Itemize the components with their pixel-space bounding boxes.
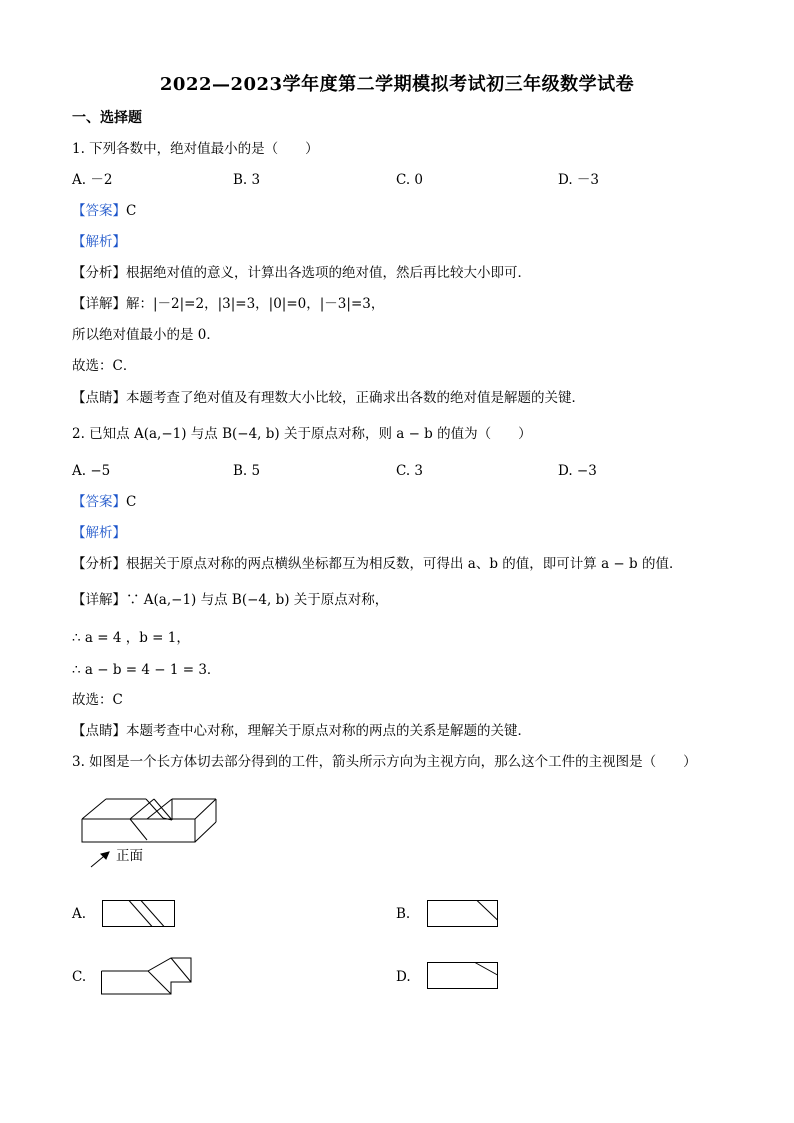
q3-option-c: C. [72,969,87,985]
q2-select: 故选：C [72,692,123,708]
q1-fenxi-tag: 【分析】 [72,265,126,281]
q1-conclusion: 所以绝对值最小的是 0． [72,327,220,343]
page-title: 2022—2023学年度第二学期模拟考试初三年级数学试卷 [159,74,635,95]
q2-answer-tag: 【答案】 [72,494,126,510]
q2-fenxi [72,554,682,574]
q3-option-b-diagram [427,900,499,927]
figure-label-front: 正面 [116,848,143,864]
q3-option-c-diagram [101,957,194,995]
q2-answer-value: C [126,494,137,510]
q2-xiangjie-text: ∵ A(a,−1) 与点 B(−4, b) 关于原点对称， [126,592,389,608]
workpiece-figure [78,795,208,875]
q1-jiexi [72,232,126,252]
q1-xiangjie-text: 解：|－2|=2，|3|=3，|0|=0，|－3|=3， [126,296,385,312]
q2-stem: 2. 已知点 A(a,−1) 与点 B(−4, b) 关于原点对称，则 a − b 的值为（ ） [72,426,532,442]
q2-option-b: B. 5 [233,463,261,479]
q1-answer-tag: 【答案】 [72,203,126,219]
q1-dianjing [72,388,585,408]
q2-dianjing-text: 本题考查中心对称，理解关于原点对称的两点的关系是解题的关键． [126,723,531,739]
q2-fenxi-tag: 【分析】 [72,556,126,572]
q1-jiexi-tag: 【解析】 [72,234,126,250]
q3-option-b: B. [396,906,411,922]
q2-dianjing [72,721,531,741]
q2-xiangjie-tag: 【详解】 [72,592,126,608]
q1-answer-value: C [126,203,137,219]
q2-jiexi [72,523,126,543]
q1-fenxi-text: 根据绝对值的意义，计算出各选项的绝对值，然后再比较大小即可． [126,265,531,281]
q1-answer [72,201,136,221]
q2-step-1: ∴ a = 4 ，b = 1， [72,630,190,646]
q2-jiexi-tag: 【解析】 [72,525,126,541]
q2-xiangjie [72,590,388,610]
q3-option-d: D. [396,969,411,985]
section-heading: 一、选择题 [72,110,142,126]
q2-fenxi-text: 根据关于原点对称的两点横纵坐标都互为相反数，可得出 a、b 的值，即可计算 a − b 的值． [126,556,683,572]
q2-step-2: ∴ a − b = 4 − 1 = 3． [72,662,221,678]
q1-dianjing-tag: 【点睛】 [72,390,126,406]
q1-option-b: B. 3 [233,172,261,188]
q3-option-a-diagram [102,900,175,927]
q2-dianjing-tag: 【点睛】 [72,723,126,739]
q2-option-a: A. −5 [72,463,111,479]
q1-stem: 1. 下列各数中，绝对值最小的是（ ） [72,141,319,157]
q3-option-d-diagram [427,962,499,989]
q1-option-d: D. －3 [558,172,600,188]
q1-option-a: A. －2 [72,172,113,188]
q1-option-c: C. 0 [396,172,424,188]
q1-dianjing-text: 本题考查了绝对值及有理数大小比较，正确求出各数的绝对值是解题的关键． [126,390,585,406]
q2-option-c: C. 3 [396,463,424,479]
q1-select: 故选：C． [72,358,137,374]
q1-xiangjie-tag: 【详解】 [72,296,126,312]
q3-option-a: A. [72,906,87,922]
q2-answer [72,492,136,512]
q2-option-d: D. −3 [558,463,597,479]
q3-stem: 3. 如图是一个长方体切去部分得到的工件，箭头所示方向为主视方向，那么这个工件的主视图是（ ） [72,754,697,770]
q1-xiangjie [72,294,384,314]
q1-fenxi [72,263,531,283]
